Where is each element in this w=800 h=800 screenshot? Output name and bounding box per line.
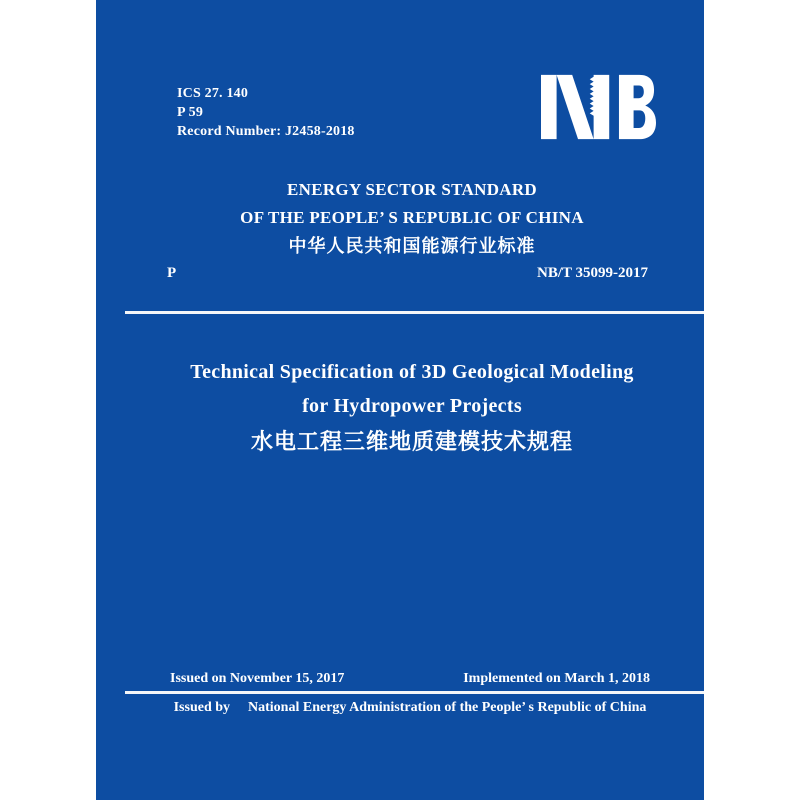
classification-code: P 59	[177, 105, 204, 120]
record-number: Record Number: J2458-2018	[177, 124, 355, 139]
ics-code: ICS 27. 140	[177, 86, 249, 101]
issued-by-label: Issued by	[173, 700, 231, 715]
doc-class-letter: P	[167, 265, 177, 281]
standard-number: NB/T 35099-2017	[537, 265, 648, 281]
footer-divider	[125, 691, 704, 694]
title-en-line1: Technical Specification of 3D Geological Modeling	[190, 361, 634, 383]
standard-header-line1: ENERGY SECTOR STANDARD	[287, 180, 537, 199]
header-divider	[125, 311, 704, 314]
title-block	[108, 355, 716, 457]
code-row	[167, 265, 648, 282]
title-chinese: 水电工程三维地质建模技术规程	[250, 429, 573, 454]
meta-block	[177, 84, 355, 141]
issued-by-row	[106, 699, 714, 717]
standard-header-chinese: 中华人民共和国能源行业标准	[288, 236, 536, 256]
standard-header	[108, 176, 716, 261]
nb-icon	[541, 74, 656, 140]
nb-logo	[541, 74, 656, 140]
standard-cover	[96, 0, 704, 800]
issued-date: Issued on November 15, 2017	[170, 671, 345, 686]
issued-by-value: National Energy Administration of the People’ s Republic of China	[248, 700, 647, 715]
title-en-line2: for Hydropower Projects	[302, 395, 522, 417]
dates-row	[170, 670, 650, 687]
standard-header-line2: OF THE PEOPLE’ S REPUBLIC OF CHINA	[240, 208, 584, 227]
implemented-date: Implemented on March 1, 2018	[463, 671, 650, 686]
